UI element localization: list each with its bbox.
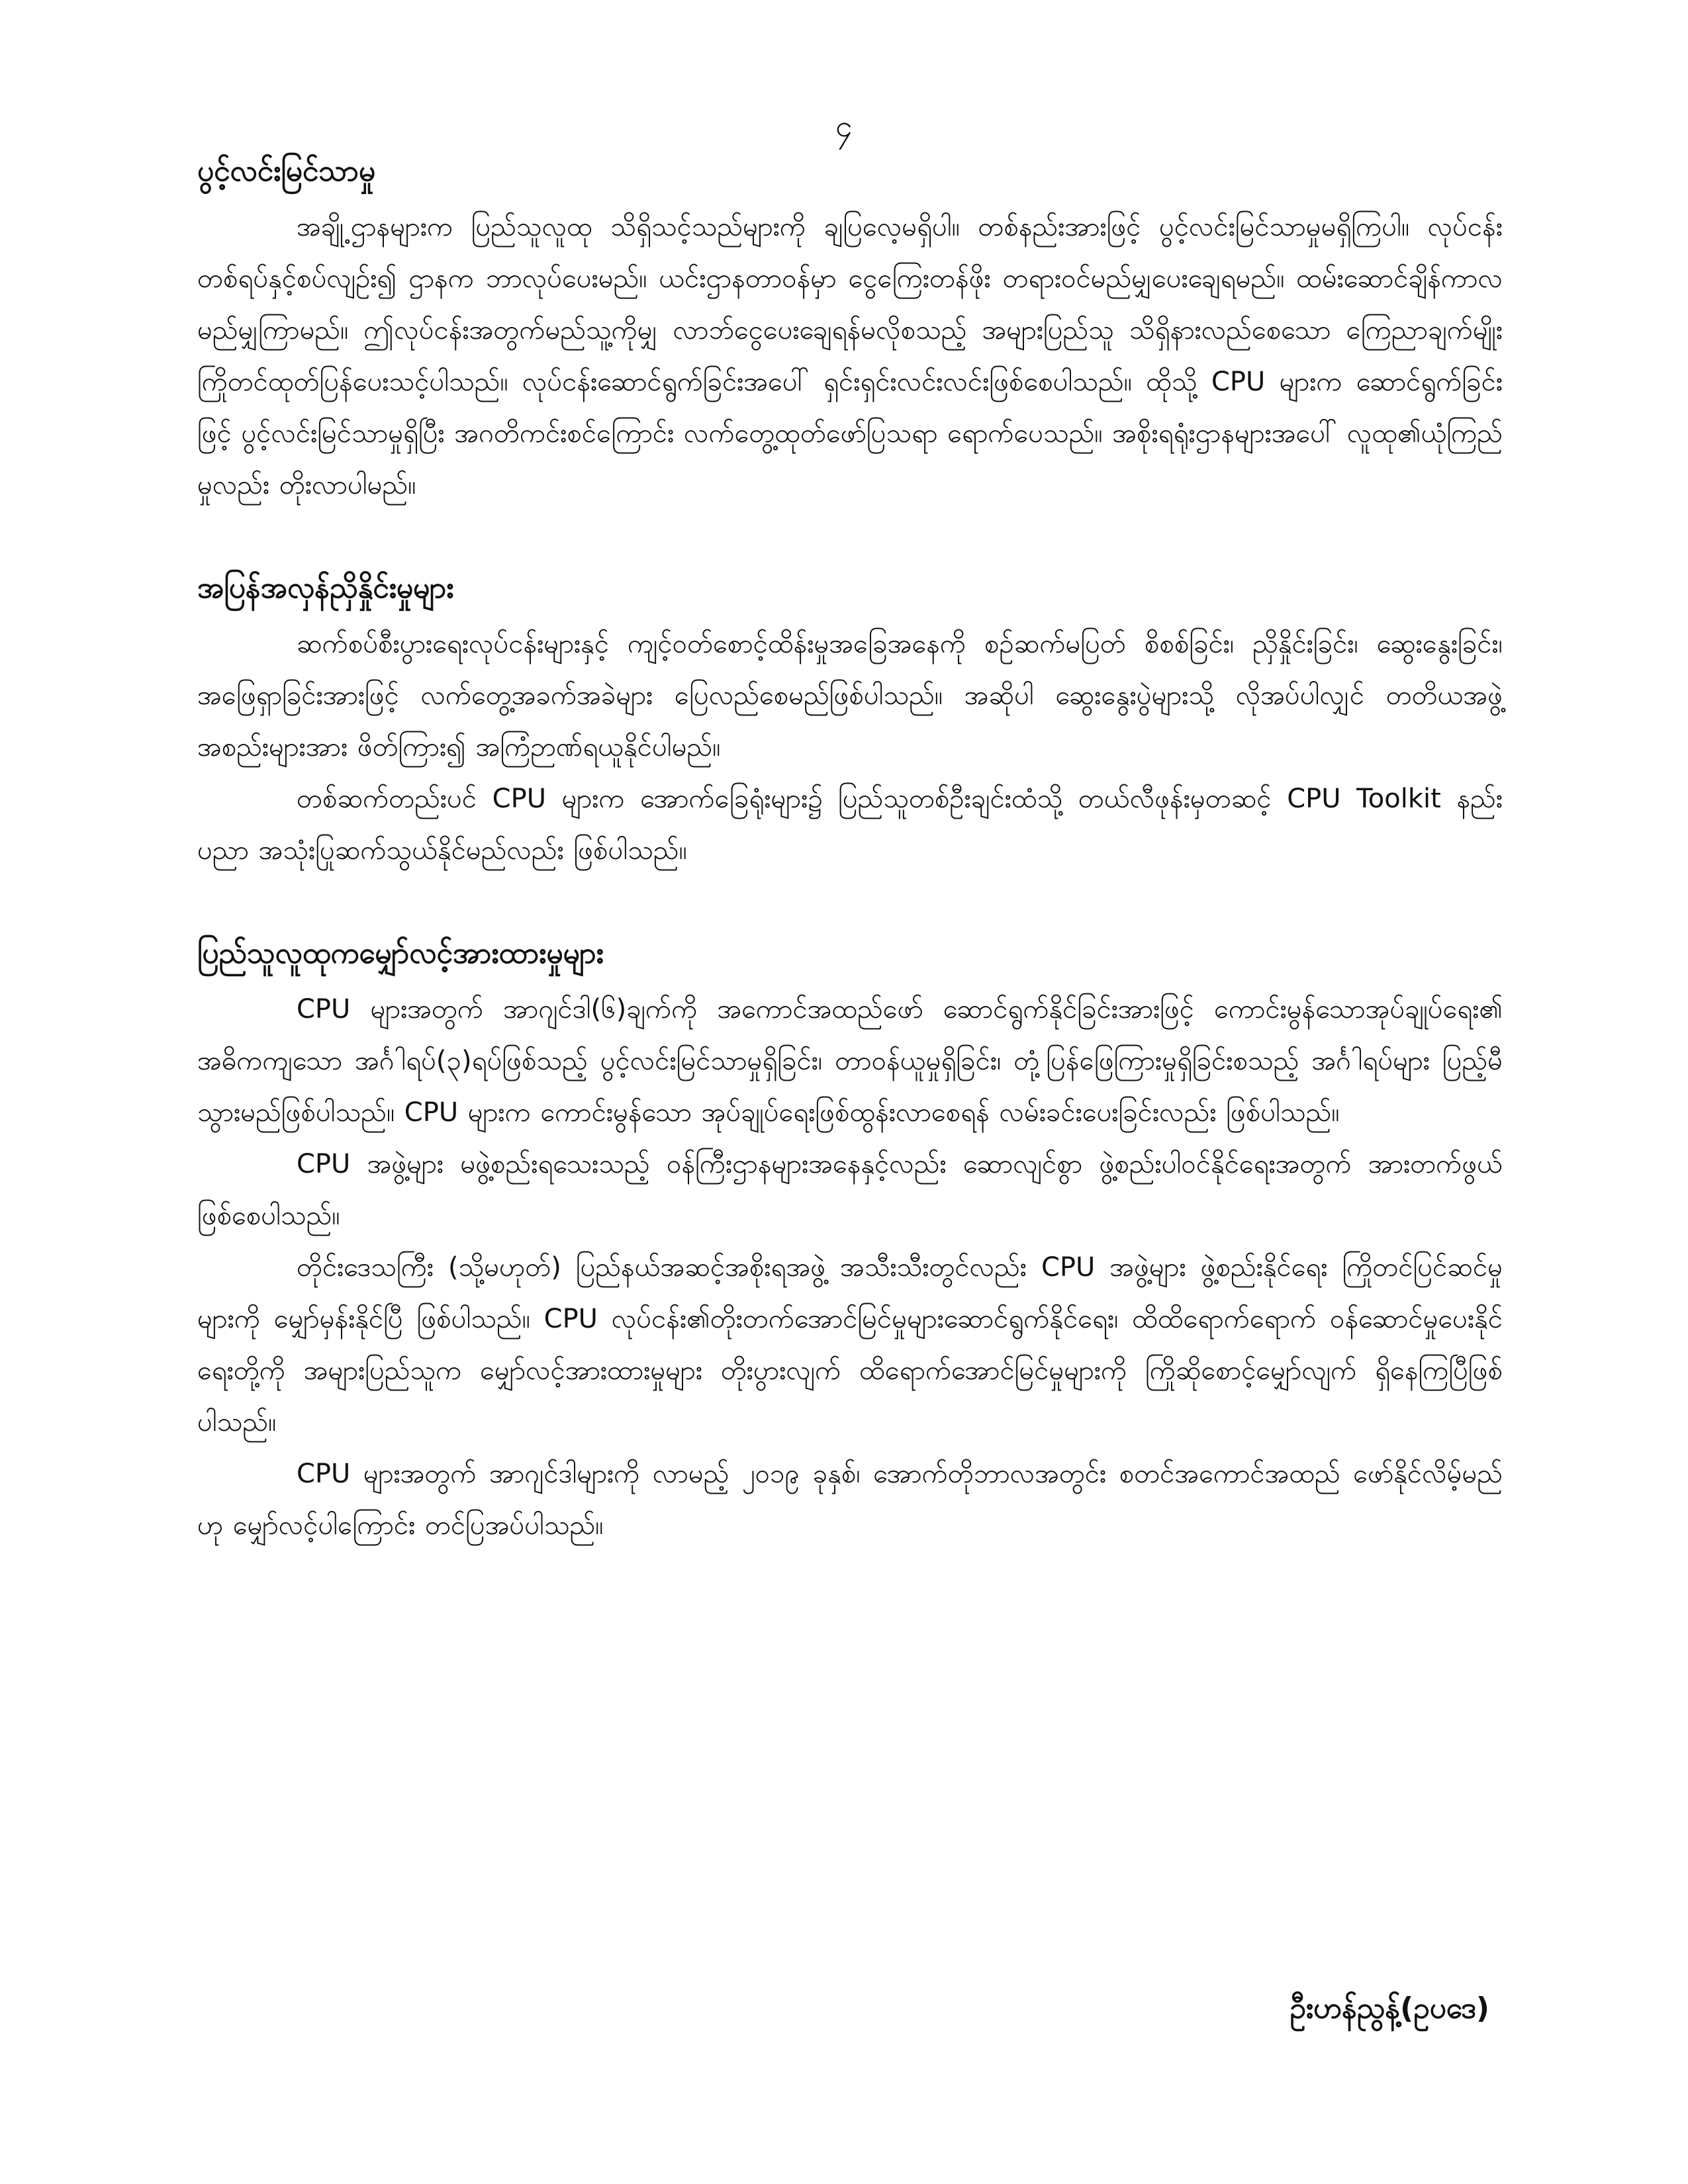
paragraph: ဆက်စပ်စီးပွားရေးလုပ်ငန်းများနှင့် ကျင့်ဝတ်စောင့်ထိန်းမှုအခြေအနေကို စဉ်ဆက်မပြတ် စိစစ်ခြင်း၊ ညှိနှိုင်းခြင်း၊ ဆွေးနွေးခြင်း၊ အဖြေရှာခြင်းအားဖြင့် လက်တွေ့အခက်အခဲများ ပြေလည်စေမည်ဖြစ်ပါသည်။ အဆိုပါ ဆွေးနွေးပွဲများသို့ လိုအပ်ပါလျှင် တတိယအဖွဲ့အစည်းများအား ဖိတ်ကြား၍ အကြံဉာဏ်ရယူနိုင်ပါမည်။ [197,629,1503,762]
paragraph: တိုင်းဒေသကြီး (သို့မဟုတ်) ပြည်နယ်အဆင့်အစိုးရအဖွဲ့ အသီးသီးတွင်လည်း CPU အဖွဲ့များ ဖွဲ့စည်းနိုင်ရေး ကြိုတင်ပြင်ဆင်မှုများကို မျှော်မှန်းနိုင်ပြီ ဖြစ်ပါသည်။ CPU လုပ်ငန်း၏တိုးတက်အောင်မြင်မှုများဆောင်ရွက်နိုင်ရေး၊ ထိထိရောက်ရောက် ဝန်ဆောင်မှုပေးနိုင်ရေးတို့ကို အများပြည်သူက မျှော်လင့်အားထားမှုများ တိုးပွားလျက် ထိရောက်အောင်မြင်မှုများကို ကြိုဆိုစောင့်မျှော်လျက် ရှိနေကြပြီဖြစ်ပါသည်။ [197,1252,1503,1437]
section-heading: ပြည်သူလူထုကမျှော်လင့်အားထားမှုများ [197,936,604,970]
paragraph: CPU များအတွက် အာဂျင်ဒါများကို လာမည့် ၂၀၁၉ ခုနှစ်၊ အောက်တိုဘာလအတွင်း စတင်အကောင်အထည် ဖော်နိုင်လိမ့်မည်ဟု မျှော်လင့်ပါကြောင်း တင်ပြအပ်ပါသည်။ [197,1459,1503,1541]
paragraph: အချို့ဌာနများက ပြည်သူလူထု သိရှိသင့်သည်များကို ချပြလေ့မရှိပါ။ တစ်နည်းအားဖြင့် ပွင့်လင်းမြင်သာမှုမရှိကြပါ။ လုပ်ငန်းတစ်ရပ်နှင့်စပ်လျဉ်း၍ ဌာနက ဘာလုပ်ပေးမည်။ ယင်းဌာနတာဝန်မှာ ငွေကြေးတန်ဖိုး တရားဝင်မည်မျှပေးချေရမည်။ ထမ်းဆောင်ချိန်ကာလမည်မျှကြာမည်။ ဤလုပ်ငန်းအတွက်မည်သူ့ကိုမျှ လာဘ်ငွေပေးချေရန်မလိုစသည့် အများပြည်သူ သိရှိနားလည်စေသော ကြေညာချက်မျိုးကြိုတင်ထုတ်ပြန်ပေးသင့်ပါသည်။ လုပ်ငန်းဆောင်ရွက်ခြင်းအပေါ် ရှင်းရှင်းလင်းလင်းဖြစ်စေပါသည်။ ထိုသို့ CPU များက ဆောင်ရွက်ခြင်းဖြင့် ပွင့်လင်းမြင်သာမှုရှိပြီး အဂတိကင်းစင်ကြောင်း လက်တွေ့ထုတ်ဖော်ပြသရာ ရောက်ပေသည်။ အစိုးရရုံးဌာနများအပေါ် လူထု၏ယုံကြည်မှုလည်း တိုးလာပါမည်။ [197,212,1503,500]
paragraph: CPU အဖွဲ့များ မဖွဲ့စည်းရသေးသည့် ဝန်ကြီးဌာနများအနေနှင့်လည်း ဆောလျင်စွာ ဖွဲ့စည်းပါဝင်နိုင်ရေးအတွက် အားတက်ဖွယ် ဖြစ်စေပါသည်။ [197,1149,1503,1231]
section-heading: အပြန်အလှန်ညှိနှိုင်းမှုများ [197,571,454,605]
section-public-expectations [197,929,1503,1551]
author-signature: ဦးဟန်ညွန့်(ဥပဒေ) [1289,1991,1489,2025]
page-number: ၄ [835,108,853,144]
section-mutual-consultation [197,564,1503,876]
section-transparency [197,147,1503,511]
paragraph: CPU များအတွက် အာဂျင်ဒါ(၆)ချက်ကို အကောင်အထည်ဖော် ဆောင်ရွက်နိုင်ခြင်းအားဖြင့် ကောင်းမွန်သောအုပ်ချုပ်ရေး၏ အဓိကကျသော အင်္ဂါရပ်(၃)ရပ်ဖြစ်သည့် ပွင့်လင်းမြင်သာမှုရှိခြင်း၊ တာဝန်ယူမှုရှိခြင်း၊ တုံ့ပြန်ဖြေကြားမှုရှိခြင်းစသည့် အင်္ဂါရပ်များ ပြည့်မီသွားမည်ဖြစ်ပါသည်။ CPU များက ကောင်းမွန်သော အုပ်ချုပ်ရေးဖြစ်ထွန်းလာစေရန် လမ်းခင်းပေးခြင်းလည်း ဖြစ်ပါသည်။ [197,994,1503,1128]
section-heading: ပွင့်လင်းမြင်သာမှု [197,154,376,188]
paragraph: တစ်ဆက်တည်းပင် CPU များက အောက်ခြေရုံးများ၌ ပြည်သူတစ်ဦးချင်းထံသို့ တယ်လီဖုန်းမှတဆင့် CPU Toolkit နည်းပညာ အသုံးပြုဆက်သွယ်နိုင်မည်လည်း ဖြစ်ပါသည်။ [197,784,1503,866]
document-body [197,147,1503,1551]
